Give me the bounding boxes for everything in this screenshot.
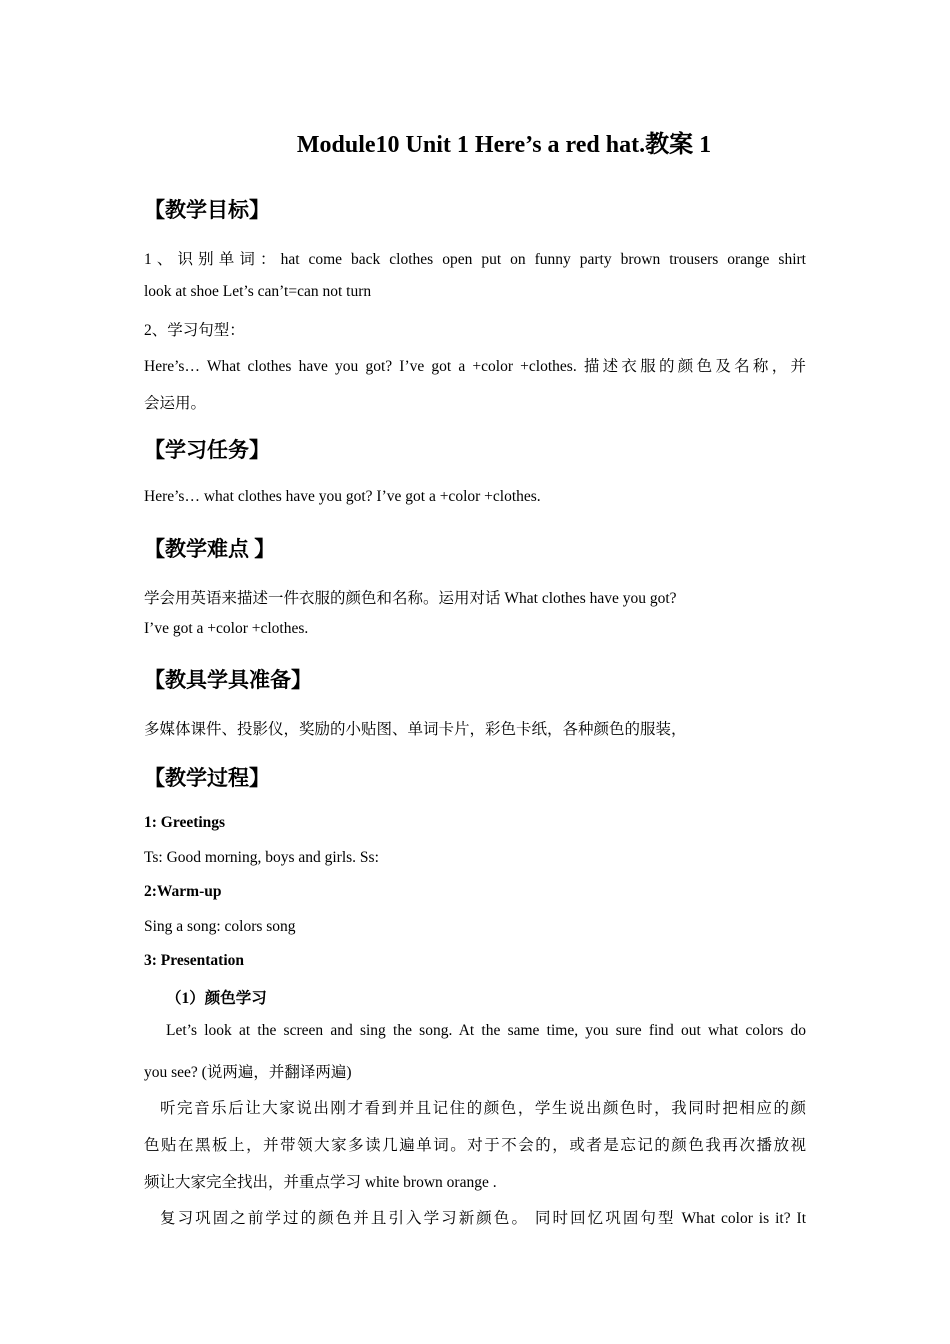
tasks-line-1: Here’s… what clothes have you got? I’ve got a +color +clothes. — [144, 488, 541, 505]
materials-heading: 【教具学具准备】 — [144, 668, 312, 692]
objectives-line-5: 会运用。 — [144, 395, 207, 412]
difficulties-line-1: 学会用英语来描述一件衣服的颜色和名称。运用对话 What clothes have you got? — [144, 590, 677, 607]
para2-line-1: 听完音乐后让大家说出刚才看到并且记住的颜色，学生说出颜色时，我同时把相应的颜 — [160, 1100, 806, 1117]
difficulties-heading: 【教学难点 】 — [144, 537, 276, 561]
objectives-line-4: Here’s… What clothes have you got? I’ve got a +color +clothes. 描述衣服的颜色及名称，并 — [144, 358, 806, 375]
step3-title: 3: Presentation — [144, 952, 245, 969]
para1-line-1: Let’s look at the screen and sing the song. At the same time, you sure find out what colors do — [166, 1022, 806, 1039]
step2-text: Sing a song: colors song — [144, 918, 296, 935]
page-title: Module10 Unit 1 Here’s a red hat.教案 1 — [296, 132, 712, 158]
para2-line-3: 频让大家完全找出，并重点学习 white brown orange . — [144, 1174, 497, 1191]
difficulties-line-2: I’ve got a +color +clothes. — [144, 620, 309, 637]
tasks-heading: 【学习任务】 — [144, 438, 270, 462]
step1-title: 1: Greetings — [144, 814, 226, 831]
para3-line-1: 复习巩固之前学过的颜色并且引入学习新颜色。 同时回忆巩固句型 What color is it? It — [160, 1210, 806, 1227]
para2-line-2: 色贴在黑板上，并带领大家多读几遍单词。对于不会的，或者是忘记的颜色我再次播放视 — [144, 1137, 806, 1154]
materials-line-1: 多媒体课件、投影仪，奖励的小贴图、单词卡片，彩色卡纸，各种颜色的服装， — [144, 721, 687, 738]
para1-line-2: you see? (说两遍，并翻译两遍) — [144, 1064, 352, 1081]
objectives-line-2: look at shoe Let’s can’t=can not turn — [144, 283, 372, 300]
step1-text: Ts: Good morning, boys and girls. Ss: — [144, 849, 379, 866]
objectives-line-3: 2、学习句型： — [144, 322, 245, 339]
objectives-line-1: 1、识别单词：hat come back clothes open put on funny party brown trousers orange shirt — [144, 251, 806, 268]
process-heading: 【教学过程】 — [144, 766, 270, 790]
step2-title: 2:Warm-up — [144, 883, 222, 900]
objectives-heading: 【教学目标】 — [144, 198, 270, 222]
sub1-title: （1）颜色学习 — [166, 990, 267, 1007]
